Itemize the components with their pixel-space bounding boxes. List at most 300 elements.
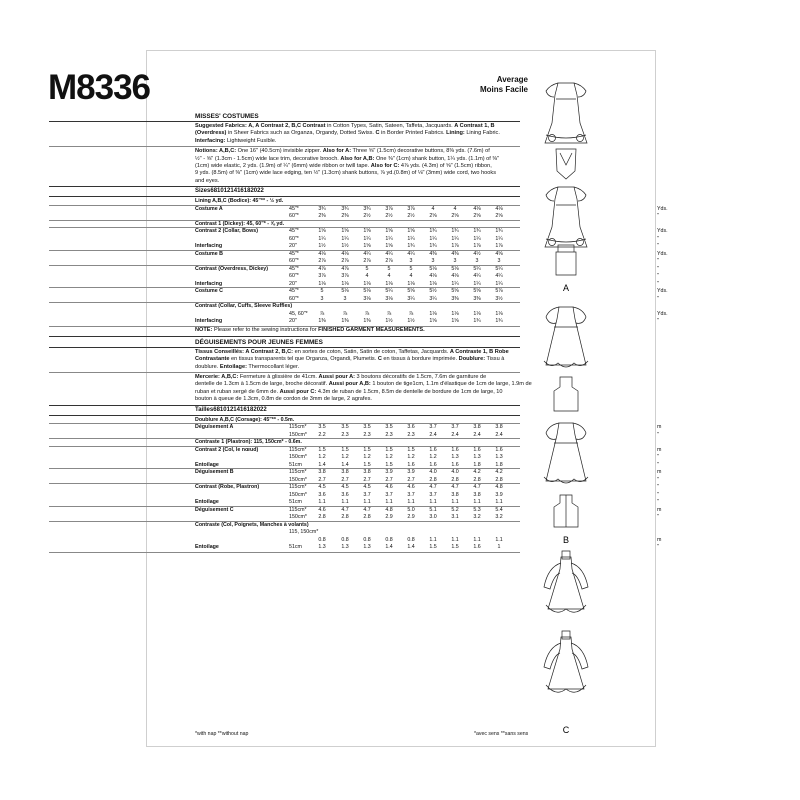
row-fabric-width: 60"*: [289, 258, 299, 265]
yardage-cell: 2.3: [341, 431, 349, 438]
yardage-cell: 2⅝: [451, 213, 459, 220]
size-header-cell: 12: [226, 406, 234, 413]
yardage-cell: 4.6: [385, 484, 393, 490]
row-fabric-width: 51cm: [289, 544, 302, 550]
yardage-cell: 1⅝: [385, 243, 393, 250]
yardage-row: [195, 288, 667, 295]
yardage-cell: 0.8: [363, 536, 371, 543]
yardage-cell: 4.8: [385, 506, 393, 513]
yardage-cell: 3.6: [407, 424, 415, 430]
yardage-cell: 5: [387, 265, 391, 272]
yardage-cell: 3⅞: [385, 205, 393, 212]
row-fabric-width: 60"*: [289, 213, 299, 220]
yardage-cell: 1.1: [473, 536, 481, 543]
yardage-cell: 1.3: [341, 544, 349, 550]
yardage-cell: 5.1: [429, 506, 437, 513]
body-text: en tissus à bordure imprimée.: [381, 356, 459, 363]
yardage-cell: 4⅛: [341, 250, 349, 257]
body-text: 4.3m de ruban de 1.5cm, 8.5m de dentelle de bordure de 1cm de large, 10: [316, 388, 503, 395]
yardage-cell: 3.9: [407, 469, 415, 475]
row-label: Déguisement C: [195, 506, 234, 513]
row-label: Costume B: [195, 250, 223, 257]
yardage-cell: 5⅛: [341, 288, 349, 295]
yardage-cell: 2.7: [318, 476, 326, 483]
note-label: NOTE:: [195, 326, 213, 333]
divider-line: [49, 415, 520, 416]
row-unit-suffix: ": [657, 213, 659, 220]
yardage-row: [195, 522, 667, 529]
yardage-cell: 4: [453, 205, 457, 212]
yardage-cell: 4.0: [429, 469, 437, 475]
yardage-cell: 1.6: [451, 446, 459, 453]
row-fabric-width: 150cm*: [289, 431, 307, 438]
yardage-row: [195, 318, 667, 325]
yardage-cell: 4⅛: [495, 205, 503, 212]
yardage-cell: 1.6: [473, 544, 481, 550]
tissus-conseilles-line: [195, 349, 665, 356]
yardage-cell: 2.3: [363, 431, 371, 438]
row-unit-suffix: Yds.: [657, 205, 668, 212]
yardage-cell: 1⅛: [451, 310, 459, 317]
row-unit-suffix: m: [657, 446, 662, 453]
yardage-cell: 5.3: [473, 506, 481, 513]
yardage-cell: 3¾: [318, 205, 326, 212]
row-fabric-width: 150cm*: [289, 514, 307, 520]
suggested-fabrics-line: [195, 130, 665, 137]
body-text: 3 boutons décoratifs de 1.5cm, 7.6m de garniture de: [355, 373, 487, 380]
row-unit-suffix: ": [657, 484, 659, 490]
yardage-cell: 4¼: [495, 273, 503, 280]
yardage-cell: 1¼: [495, 280, 503, 287]
row-fabric-width: 45"*: [289, 228, 299, 235]
yardage-cell: 3.2: [495, 514, 503, 520]
divider-line: [49, 347, 520, 348]
yardage-cell: 1¾: [429, 228, 437, 235]
yardage-cell: 3.7: [451, 424, 459, 430]
body-text: 9 yds. (8.5m) of ⅜" (1cm) wide lace edging, ten ½" (1.3cm) shank buttons, ⅞ yd.(0.8m) of ⅛" (3mm) wide cord, two hooks: [195, 170, 496, 177]
yardage-cell: 5.0: [407, 506, 415, 513]
difficulty-en: Average: [496, 75, 528, 84]
body-text: 4⅞ yds. (4.3m) of ⅝" (1.5cm) ribbon,: [399, 163, 492, 169]
yardage-cell: ⅞: [319, 310, 325, 317]
body-text: en sortes de coton, Satin, Satin de coton, Taffetas, Jacquards.: [293, 348, 450, 355]
yardage-cell: 1¾: [473, 318, 481, 325]
yardage-cell: 0.8: [385, 536, 393, 543]
yardage-cell: 1.4: [407, 544, 415, 550]
yardage-row: [195, 311, 667, 318]
yardage-cell: 1.5: [341, 446, 349, 453]
row-unit-suffix: ": [657, 280, 659, 287]
row-label: Contrast 1 (Dickey): 45, 60"* - ⅝ yd.: [195, 220, 285, 227]
yardage-cell: 3.1: [451, 514, 459, 520]
yardage-cell: ⅞: [342, 310, 348, 317]
bold-text: Contrastante: [195, 356, 230, 363]
yardage-row: [195, 507, 667, 514]
yardage-cell: 1⅜: [363, 318, 371, 325]
row-unit-suffix: ": [657, 491, 659, 498]
yardage-cell: 5⅛: [363, 288, 371, 295]
yardage-cell: 1.5: [363, 461, 371, 468]
yardage-cell: 2⅝: [495, 213, 503, 220]
yardage-cell: 3: [320, 295, 324, 302]
yardage-cell: 3.7: [385, 491, 393, 498]
row-fabric-width: 45"*: [289, 250, 299, 257]
yardage-cell: 1.3: [318, 544, 326, 550]
yardage-cell: 2.7: [363, 476, 371, 483]
body-text: (1cm) wide elastic, 2 yds. (1.9m) of ¼" (6mm) wide ribbon or twill tape.: [195, 163, 371, 169]
yardage-cell: 1⅛: [429, 310, 437, 317]
row-fabric-width: 20": [289, 280, 297, 287]
yardage-cell: 1⅝: [363, 228, 371, 235]
difficulty-fr: Moins Facile: [479, 85, 528, 94]
yardage-cell: 3⅞: [407, 205, 415, 212]
yardage-row: [195, 273, 667, 280]
body-text: doublure.: [195, 363, 220, 370]
yardage-cell: 4¼: [407, 250, 415, 257]
yardage-cell: 2.4: [429, 431, 437, 438]
yardage-cell: 1.1: [385, 499, 393, 505]
yardage-cell: 2½: [407, 213, 415, 220]
yardage-cell: 1⅛: [495, 310, 503, 317]
yardage-cell: 1¾: [495, 228, 503, 235]
size-header-cell: 14: [233, 406, 240, 413]
yardage-cell: ⅞: [364, 310, 370, 317]
mercerie-line: [195, 389, 665, 396]
bold-text: Doublure:: [458, 356, 486, 363]
note-emphasis: FINISHED GARMENT MEASUREMENTS.: [318, 326, 425, 333]
yardage-cell: 1¾: [407, 243, 415, 250]
yardage-cell: 1.4: [385, 544, 393, 550]
mercerie-line: [195, 396, 665, 403]
yardage-row: [195, 544, 667, 551]
yardage-cell: 1.6: [429, 461, 437, 468]
yardage-cell: 3.8: [318, 469, 326, 475]
yardage-cell: 3.8: [473, 491, 481, 498]
notions-line: [195, 170, 665, 177]
row-unit-suffix: ": [657, 273, 659, 280]
yardage-cell: 1.5: [385, 446, 393, 453]
suggested-fabrics-line: [195, 123, 665, 130]
yardage-cell: 1.6: [429, 446, 437, 453]
yardage-cell: 2.8: [341, 514, 349, 520]
yardage-cell: 5: [365, 265, 369, 272]
sizes-label: Tailles: [195, 406, 214, 413]
yardage-cell: 5.4: [495, 506, 503, 513]
yardage-cell: 5⅞: [495, 288, 503, 295]
body-text: One 16" (40.5cm) invisible zipper.: [236, 148, 323, 155]
yardage-cell: ⅞: [408, 310, 414, 317]
yardage-row: [195, 492, 667, 499]
bold-text: Notions: A,B,C:: [195, 148, 237, 155]
yardage-cell: 1.5: [385, 461, 393, 468]
yardage-cell: 1.5: [363, 446, 371, 453]
yardage-cell: 4.7: [451, 484, 459, 490]
row-label: Contrast (Collar, Cuffs, Sleeve Ruffles): [195, 303, 293, 310]
yardage-cell: 2.8: [473, 476, 481, 483]
yardage-cell: 3⅛: [385, 295, 393, 302]
yardage-cell: 1⅛: [318, 280, 326, 287]
row-label: Entoilage: [195, 461, 219, 468]
yardage-cell: 3: [497, 258, 501, 265]
row-label: Déguisement B: [195, 469, 234, 475]
yardage-cell: 1⅝: [407, 228, 415, 235]
bold-text: Also for C:: [370, 163, 400, 169]
yardage-cell: 1.4: [318, 461, 326, 468]
row-label: Entoilage: [195, 499, 219, 505]
body-text: 1 bouton de tige1cm, 1.1m d'élastique de 1cm de large, 1.9m de: [370, 381, 532, 388]
row-unit-suffix: ": [657, 265, 659, 272]
yardage-cell: 2⅞: [341, 258, 349, 265]
yardage-cell: 3.6: [341, 491, 349, 498]
yardage-cell: 1¾: [429, 243, 437, 250]
yardage-cell: 2.2: [318, 431, 326, 438]
yardage-cell: 1: [497, 544, 501, 550]
yardage-row: [195, 303, 667, 310]
yardage-cell: 1.2: [407, 454, 415, 460]
row-unit-suffix: ": [657, 235, 659, 242]
row-label: Contrast 2 (Col, le nœud): [195, 446, 259, 453]
row-unit-suffix: Yds.: [657, 288, 668, 295]
footnote-en: *with nap **without nap: [195, 731, 249, 737]
body-text: Thermocollant léger.: [246, 363, 300, 370]
yardage-cell: 1.1: [363, 499, 371, 505]
yardage-cell: 4.7: [341, 506, 349, 513]
yardage-cell: 1.3: [495, 454, 503, 460]
yardage-cell: 1¼: [429, 235, 437, 242]
bold-text: Entoilage:: [219, 363, 247, 370]
yardage-cell: 5¼: [473, 265, 481, 272]
divider-line: [49, 146, 520, 147]
finished-measurements-note: [195, 327, 527, 334]
yardage-cell: 4.2: [495, 469, 503, 475]
yardage-cell: 2.4: [473, 431, 481, 438]
yardage-cell: 1⅝: [341, 228, 349, 235]
yardage-cell: 4: [365, 273, 369, 280]
yardage-cell: 1.3: [451, 454, 459, 460]
row-fabric-width: 51cm: [289, 499, 302, 505]
yardage-cell: 4¼: [385, 250, 393, 257]
yardage-cell: ⅞: [386, 310, 392, 317]
yardage-cell: 1¾: [473, 228, 481, 235]
yardage-cell: 2.8: [495, 476, 503, 483]
mercerie-line: [195, 374, 665, 381]
yardage-cell: 4¼: [473, 273, 481, 280]
size-header-cell: 10: [217, 188, 224, 195]
yardage-cell: 1.6: [495, 446, 503, 453]
row-fabric-width: 20": [289, 318, 297, 325]
yardage-cell: 3.8: [363, 469, 371, 475]
size-header-cell: 8: [213, 188, 218, 195]
yardage-cell: 1⅛: [429, 280, 437, 287]
yardage-cell: 1½: [341, 243, 349, 250]
yardage-cell: 5¼: [495, 265, 503, 272]
size-header-cell: 18: [246, 406, 254, 413]
yardage-cell: 1¼: [318, 235, 326, 242]
mercerie-line: [195, 381, 665, 388]
divider-line: [49, 196, 520, 197]
yardage-cell: 1½: [318, 243, 326, 250]
bold-text: C: [377, 356, 382, 363]
yardage-cell: 3.8: [451, 491, 459, 498]
bold-text: Aussi pour A:: [318, 373, 355, 380]
yardage-cell: 4.5: [363, 484, 371, 490]
size-header-cell: 22: [260, 406, 267, 413]
size-header-cell: 16: [237, 188, 244, 195]
yardage-cell: 1.5: [451, 544, 459, 550]
row-fabric-width: 60"*: [289, 295, 299, 302]
row-label: Contraste 1 (Plastron): 115, 150cm* - 0.6m.: [195, 439, 302, 445]
yardage-cell: 1.2: [385, 454, 393, 460]
yardage-cell: 2⅜: [341, 213, 349, 220]
yardage-cell: 2.7: [385, 476, 393, 483]
row-fabric-width: 45"*: [289, 288, 299, 295]
body-text: Fermeture à glissière de 41cm.: [238, 373, 319, 380]
yardage-cell: 3¾: [363, 205, 371, 212]
size-header-cell: 20: [250, 188, 258, 195]
suggested-fabrics-line: [195, 138, 665, 145]
yardage-cell: 5⅛: [451, 265, 459, 272]
body-text: in Cotton Types, Satin, Sateen, Taffeta, Jacquards.: [325, 123, 455, 129]
yardage-cell: 4⅞: [318, 265, 326, 272]
body-text: Tissu à: [485, 356, 505, 363]
row-fabric-width: 150cm*: [289, 476, 307, 483]
yardage-cell: 3.5: [363, 424, 371, 430]
yardage-cell: 1.1: [407, 499, 415, 505]
bold-text: Mercerie: A,B,C:: [195, 373, 239, 380]
row-fabric-width: 60"*: [289, 235, 299, 242]
notions-line: [195, 148, 665, 155]
yardage-cell: 0.8: [407, 536, 415, 543]
divider-line: [49, 405, 520, 406]
yardage-cell: 0.8: [318, 536, 326, 543]
yardage-cell: 1⅞: [473, 243, 481, 250]
size-header-cell: 8: [216, 406, 220, 413]
yardage-cell: 1.8: [473, 461, 481, 468]
yardage-cell: 4.7: [363, 506, 371, 513]
yardage-row: [195, 484, 667, 491]
row-fabric-width: 51cm: [289, 461, 302, 468]
yardage-cell: 3.2: [473, 514, 481, 520]
yardage-cell: 2⅝: [473, 213, 481, 220]
yardage-cell: 3: [431, 258, 435, 265]
row-unit-suffix: Yds.: [657, 250, 668, 257]
yardage-cell: 2.7: [407, 476, 415, 483]
yardage-cell: 4⅜: [451, 250, 459, 257]
bold-text: Also for A,B:: [340, 155, 375, 162]
yardage-cell: 1⅝: [429, 318, 437, 325]
size-header-cell: 16: [239, 406, 247, 413]
yardage-cell: 1.1: [341, 499, 349, 505]
yardage-cell: 2½: [385, 213, 393, 220]
yardage-cell: 3: [409, 258, 413, 265]
yardage-cell: 2.9: [385, 514, 393, 520]
body-text: dentelle de 1.3cm à 1.5cm de large, broche décoratif.: [195, 381, 329, 388]
yardage-cell: 1⅛: [341, 280, 349, 287]
sizes-header-row: [195, 407, 667, 414]
row-fabric-width: 115cm*: [289, 446, 307, 453]
row-fabric-width: 115cm*: [289, 469, 307, 475]
yardage-cell: 3⅜: [451, 295, 459, 302]
row-fabric-width: 115cm*: [289, 506, 307, 513]
bold-text: Interfacing:: [195, 137, 226, 144]
row-unit-suffix: ": [657, 514, 659, 520]
view-c-front-drawing: [544, 551, 588, 612]
yardage-cell: 1¼: [473, 235, 481, 242]
row-label: Interfacing: [195, 280, 223, 287]
yardage-cell: 1⅜: [318, 318, 326, 325]
yardage-cell: 2.3: [385, 431, 393, 438]
yardage-cell: 1.2: [341, 454, 349, 460]
size-header-cell: 6: [210, 188, 214, 195]
yardage-cell: 5¼: [385, 288, 393, 295]
yardage-cell: 4⅞: [341, 265, 349, 272]
row-unit-suffix: ": [657, 295, 659, 302]
yardage-cell: 3.7: [429, 491, 437, 498]
bold-text: Also for A:: [322, 148, 352, 155]
body-text: ½" - ⅝" (1.3cm - 1.5cm) wide lace trim, decorative brooch.: [195, 155, 341, 162]
yardage-cell: 3.9: [495, 491, 503, 498]
bold-text: Aussi pour A,B:: [328, 381, 371, 388]
yardage-cell: 3.5: [385, 424, 393, 430]
divider-line: [49, 372, 520, 373]
row-unit-suffix: ": [657, 461, 659, 468]
divider-line: [49, 121, 520, 122]
sizes-header-row: [195, 188, 667, 195]
row-label: Interfacing: [195, 243, 223, 250]
yardage-cell: 3: [475, 258, 479, 265]
yardage-cell: 4: [409, 273, 413, 280]
yardage-cell: 1¼: [473, 280, 481, 287]
bold-text: (Overdress): [195, 130, 227, 137]
bold-text: A Contraste 1, B Robe: [449, 348, 509, 355]
yardage-cell: 3.8: [495, 424, 503, 430]
yardage-cell: 3.5: [341, 424, 349, 430]
row-fabric-width: 45"*: [289, 205, 299, 212]
view-letter-a: A: [562, 283, 570, 293]
yardage-cell: 4.2: [473, 469, 481, 475]
row-unit-suffix: ": [657, 499, 659, 505]
yardage-cell: 1⅝: [318, 228, 326, 235]
yardage-cell: 3.9: [385, 469, 393, 475]
yardage-cell: 1¼: [451, 235, 459, 242]
row-fabric-width: 115, 150cm*: [289, 529, 319, 535]
yardage-cell: 1.1: [495, 499, 503, 505]
yardage-cell: 1.1: [429, 499, 437, 505]
yardage-cell: 3¼: [407, 295, 415, 302]
yardage-cell: 3.0: [429, 514, 437, 520]
yardage-cell: 4: [431, 205, 435, 212]
yardage-cell: 1⅝: [451, 318, 459, 325]
yardage-cell: 1⅝: [385, 228, 393, 235]
yardage-cell: 1⅛: [407, 280, 415, 287]
row-label: Lining A,B,C (Bodice): 45"** - ½ yd.: [195, 198, 284, 205]
row-unit-suffix: ": [657, 431, 659, 438]
row-label: Contraste (Col, Poignets, Manches à volants): [195, 521, 309, 528]
bold-text: Tissus Conseillés: A Contrast 2, B,C:: [195, 348, 294, 355]
body-text: bouton à queue de 1.3cm, 0.8m de cordon de 3mm de large, 2 agrafes.: [195, 396, 372, 403]
yardage-cell: 1.1: [318, 499, 326, 505]
body-text: One ⅜" (1cm) shank button, 1¼ yds. (1.1m) of ⅜": [374, 155, 500, 162]
yardage-cell: 3: [343, 295, 347, 302]
yardage-cell: 3⅛: [363, 295, 371, 302]
yardage-cell: 4.0: [451, 469, 459, 475]
yardage-cell: 1⅞: [451, 243, 459, 250]
bold-text: Suggested Fabrics: A, A Contrast 2, B,C Contrast: [195, 123, 326, 129]
row-unit-suffix: ": [657, 258, 659, 265]
yardage-cell: 1½: [407, 318, 415, 325]
row-fabric-width: 60"*: [289, 273, 299, 280]
yardage-cell: 3⅞: [341, 273, 349, 280]
